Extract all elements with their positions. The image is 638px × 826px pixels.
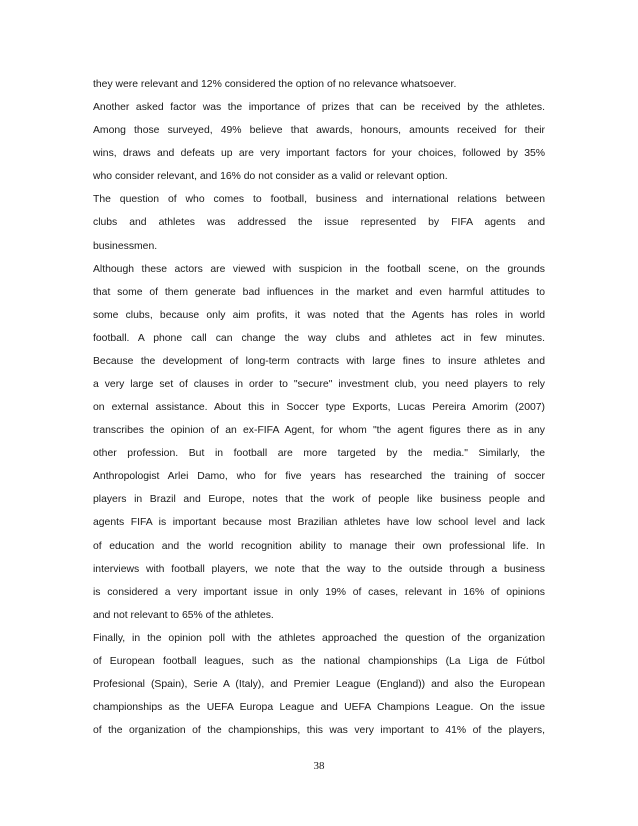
text-line: The question of who comes to football, business and international relations between	[93, 194, 545, 206]
page-number: 38	[313, 760, 325, 772]
text-line: who consider relevant, and 16% do not consider as a valid or relevant option.	[93, 171, 448, 183]
text-line: they were relevant and 12% considered the option of no relevance whatsoever.	[93, 79, 457, 90]
text-line: and not relevant to 65% of the athletes.	[93, 609, 274, 621]
text-line: Although these actors are viewed with suspicion in the football scene, on the grounds	[93, 263, 545, 275]
text-line: Profesional (Spain), Serie A (Italy), and Premier League (England)) and also the European	[93, 679, 545, 691]
text-line: Among those surveyed, 49% believe that awards, honours, amounts received for their	[93, 125, 545, 137]
text-line: some clubs, because only aim profits, it was noted that the Agents has roles in world	[93, 309, 545, 321]
text-line: Because the development of long-term contracts with large fines to insure athletes and	[93, 355, 545, 367]
text-line: that some of them generate bad influences in the market and even harmful attitudes to	[93, 286, 545, 298]
text-line: of the organization of the championships, this was very important to 41% of the players,	[93, 725, 545, 737]
text-line: of education and the world recognition ability to manage their own professional life. In	[93, 540, 545, 552]
text-line: Anthropologist Arlei Damo, who for five years has researched the training of soccer	[93, 471, 545, 483]
text-line: of European football leagues, such as the national championships (La Liga de Fútbol	[93, 655, 545, 667]
text-line: other profession. But in football are more targeted by the media." Similarly, the	[93, 448, 545, 460]
text-line: Finally, in the opinion poll with the athletes approached the question of the organization	[93, 632, 545, 644]
text-line: is considered a very important issue in only 19% of cases, relevant in 16% of opinions	[93, 586, 545, 598]
text-line: on external assistance. About this in Soccer type Exports, Lucas Pereira Amorim (2007)	[93, 402, 545, 414]
text-line: agents FIFA is important because most Brazilian athletes have low school level and lack	[93, 517, 545, 529]
text-line: football. A phone call can change the way clubs and athletes act in few minutes.	[93, 332, 545, 344]
text-line: championships as the UEFA Europa League and UEFA Champions League. On the issue	[93, 702, 545, 714]
body-text	[93, 73, 545, 742]
text-line: a very large set of clauses in order to "secure" investment club, you need players to rely	[93, 379, 545, 391]
text-line: transcribes the opinion of an ex-FIFA Agent, for whom "the agent figures there as in any	[93, 425, 545, 437]
text-line: businessmen.	[93, 240, 158, 252]
text-line: interviews with football players, we note that the way to the outside through a business	[93, 563, 545, 575]
text-line: Another asked factor was the importance of prizes that can be received by the athletes.	[93, 102, 545, 114]
text-line: players in Brazil and Europe, notes that the work of people like business people and	[93, 494, 545, 506]
text-line: clubs and athletes was addressed the issue represented by FIFA agents and	[93, 217, 545, 229]
text-line: wins, draws and defeats up are very important factors for your choices, followed by 35%	[93, 148, 545, 160]
